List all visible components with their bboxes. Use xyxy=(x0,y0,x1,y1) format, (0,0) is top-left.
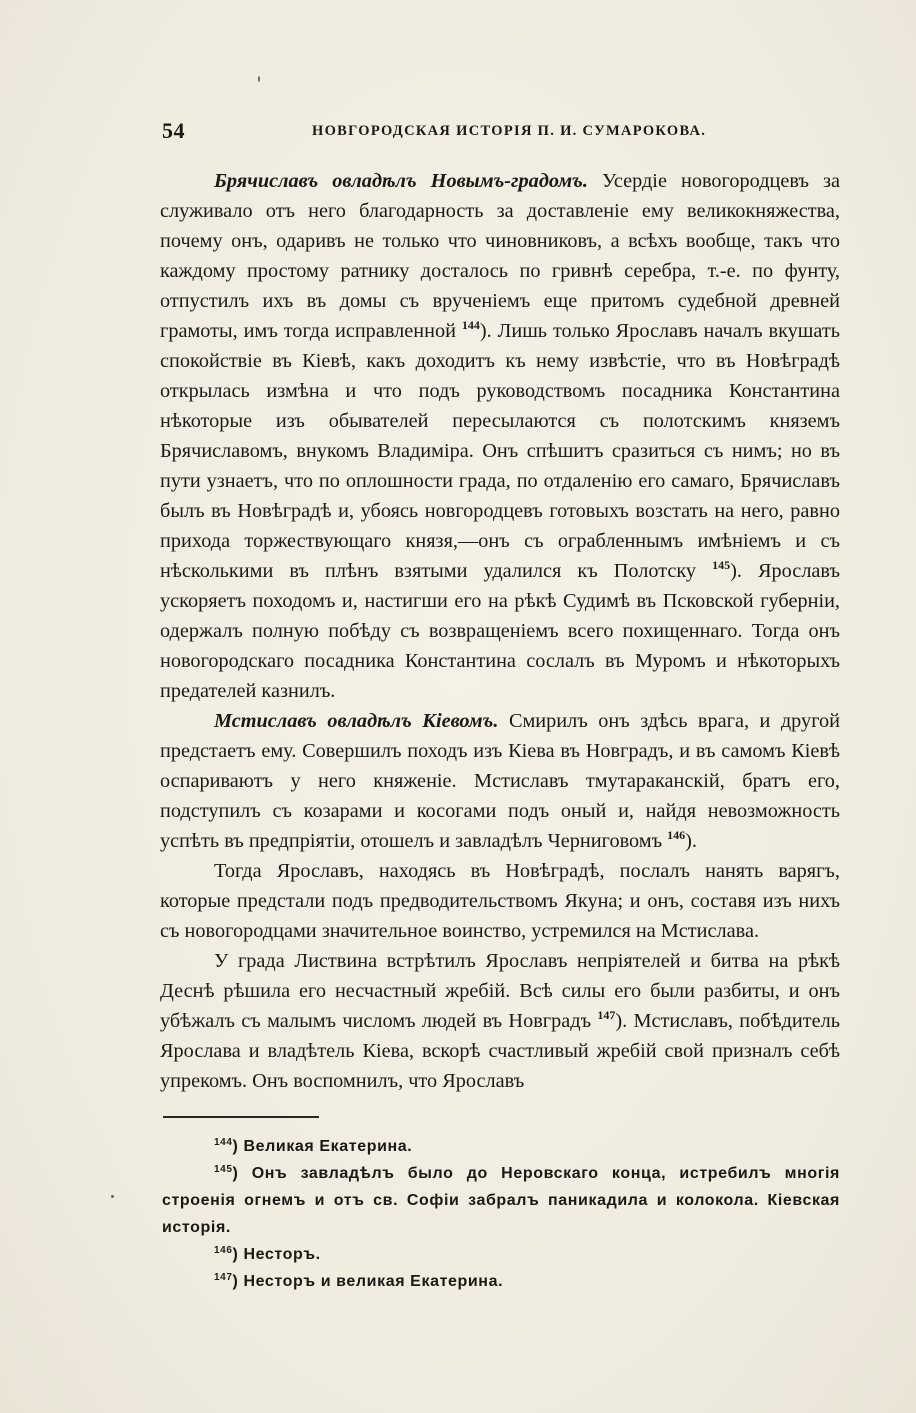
paragraph-text: ). Лишь только Ярославъ началъ вкушать спокойствіе въ Кіевѣ, какъ доходитъ къ нему извѣстіе, что въ Новѣградѣ открылась измѣна и что подъ руководствомъ посадника Константина нѣкоторые изъ обывателей пересылаются съ полотскимъ княземъ Брячиславомъ, внукомъ Владиміра. Онъ спѣшитъ сразиться съ нимъ; но въ пути узнаетъ, что по оплошности града, по отдаленію его самаго, Брячиславъ былъ въ Новѣградѣ и, убоясь новгородцевъ готовыхъ возстать на него, равно прихода торжествующаго князя,—онъ съ ограбленнымъ имѣніемъ и съ нѣсколькими въ плѣнъ взятыми удалился къ Полотску xyxy=(160,320,840,582)
footnote-text: ) Онъ завладѣлъ было до Неровскаго конца, истребилъ многія строенія огнемъ и отъ св. Софіи забралъ паникадила и колокола. Кіевская исторія. xyxy=(162,1165,840,1236)
main-text xyxy=(160,166,840,1096)
footnote xyxy=(162,1160,840,1241)
paragraph xyxy=(160,856,840,946)
footnote-number: 146 xyxy=(214,1245,233,1256)
footnote xyxy=(162,1133,840,1160)
footnote-text: ) Несторъ. xyxy=(232,1246,321,1263)
footnotes xyxy=(162,1133,840,1295)
footnote-text: ) Великая Екатерина. xyxy=(232,1138,413,1155)
paragraph-text: У града Листвина встрѣтилъ Ярославъ непріятелей и битва на рѣкѣ Деснѣ рѣшила его несчастный жребій. Всѣ силы его были разбиты, и онъ убѣжалъ съ малымъ числомъ людей въ Новградъ xyxy=(160,950,840,1032)
page-header xyxy=(162,118,840,148)
footnote-ref[interactable]: 146 xyxy=(667,828,686,842)
paragraph xyxy=(160,946,840,1096)
paragraph-text: ). Мстиславъ, побѣдитель Ярослава и владѣтель Кіева, вскорѣ счастливый жребій свой призналъ себѣ упрекомъ. Онъ воспомнилъ, что Ярославъ xyxy=(160,1010,840,1092)
footnote-text: ) Несторъ и великая Екатерина. xyxy=(232,1273,504,1290)
paper-speck xyxy=(258,76,260,82)
footnote xyxy=(162,1241,840,1268)
side-heading: Мстиславъ овладѣлъ Кіевомъ. xyxy=(214,710,499,732)
footnote xyxy=(162,1268,840,1295)
paragraph xyxy=(160,166,840,706)
footnote-number: 147 xyxy=(214,1272,233,1283)
footnote-divider xyxy=(163,1116,319,1118)
side-heading: Брячиславъ овладѣлъ Новымъ-градомъ. xyxy=(214,170,588,192)
footnote-ref[interactable]: 144 xyxy=(461,318,480,332)
paper-speck xyxy=(111,1195,114,1198)
page-number: 54 xyxy=(162,118,185,143)
paragraph-text: ). Ярославъ ускоряетъ походомъ и, настигши его на рѣкѣ Судимѣ въ Псковской губерніи, одержалъ полную побѣду съ возвращеніемъ всего похищеннаго. Тогда онъ новогородскаго посадника Константина сослалъ въ Муромъ и нѣкоторыхъ предателей казнилъ. xyxy=(160,560,840,702)
paragraph xyxy=(160,706,840,856)
footnote-number: 145 xyxy=(214,1164,233,1175)
paragraph-text: Тогда Ярославъ, находясь въ Новѣградѣ, послалъ нанять варягъ, которые предстали подъ предводительствомъ Якуна; и онъ, составя изъ нихъ съ новогородцами значительное воинство, устремился на Мстислава. xyxy=(160,860,840,942)
paragraph-text: ). xyxy=(685,830,697,852)
footnote-ref[interactable]: 147 xyxy=(597,1008,616,1022)
paragraph-text: Усердіе новогородцевъ за служивало отъ него благодарность за доставленіе ему великокняжества, почему онъ, одаривъ не только что чиновниковъ, а всѣхъ вообще, такъ что каждому простому ратнику досталось по гривнѣ серебра, т.-е. по фунту, отпустилъ ихъ въ домы съ врученіемъ еще притомъ судебной древней грамоты, имъ тогда исправленной xyxy=(160,170,840,342)
running-head: НОВГОРОДСКАЯ ИСТОРІЯ П. И. СУМАРОКОВА. xyxy=(312,123,707,139)
paragraph-text: Смирилъ онъ здѣсь врага, и другой предстаетъ ему. Совершилъ походъ изъ Кіева въ Новградъ, и въ самомъ Кіевѣ оспариваютъ у него княженіе. Мстиславъ тмутараканскій, братъ его, подступилъ съ козарами и косогами подъ оный и, найдя невозможность успѣть въ предпріятіи, отошелъ и завладѣлъ Черниговомъ xyxy=(160,710,841,852)
footnote-number: 144 xyxy=(214,1137,233,1148)
footnote-ref[interactable]: 145 xyxy=(712,558,731,572)
